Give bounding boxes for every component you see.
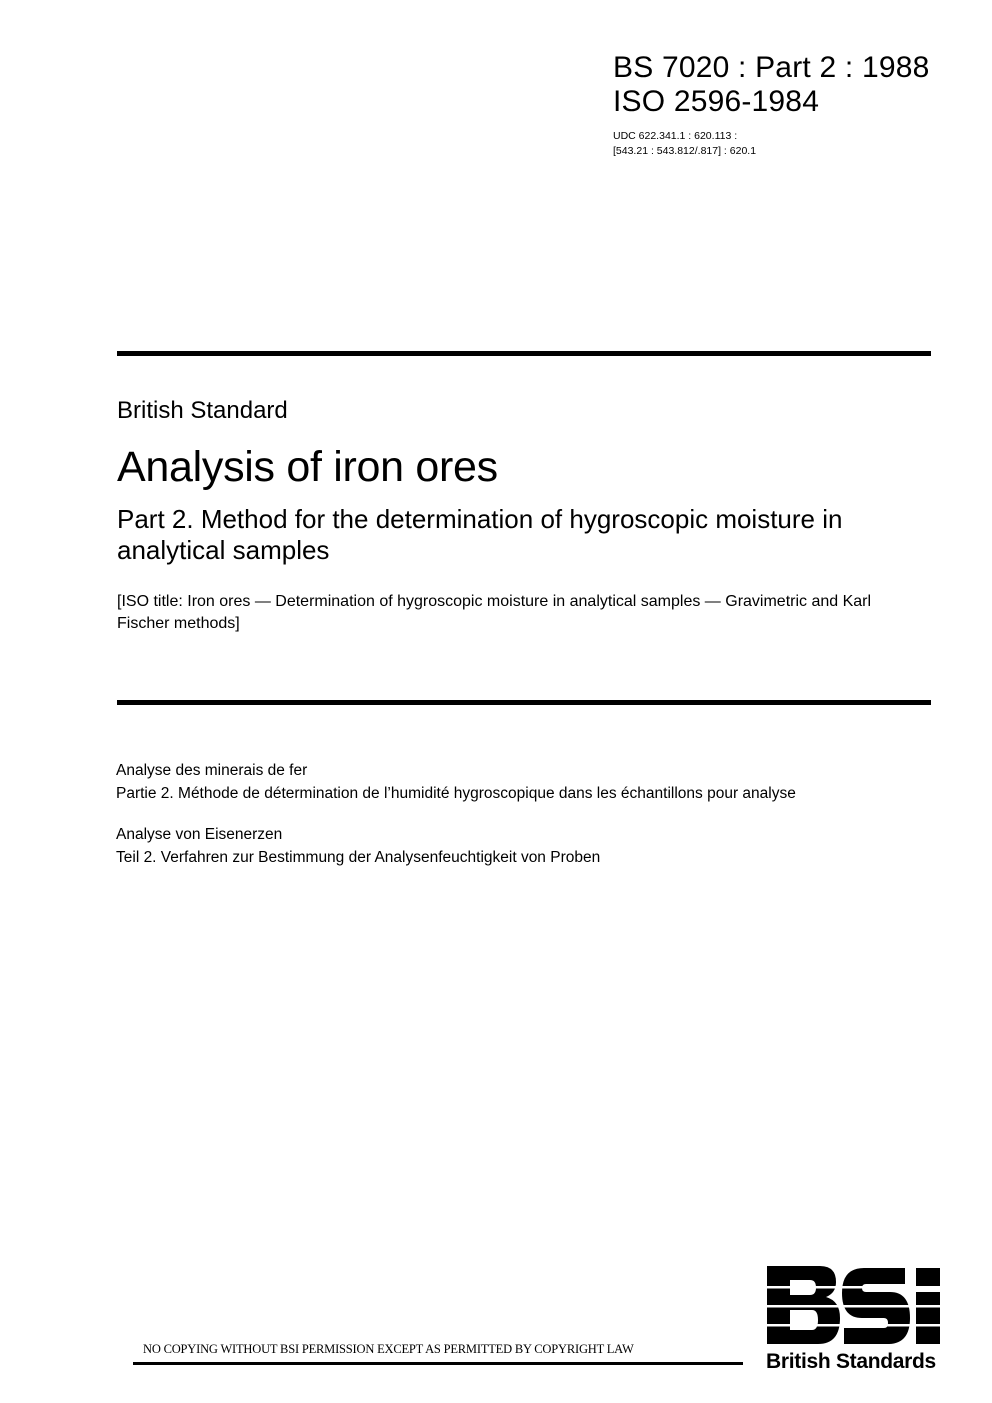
bsi-logo: [762, 1262, 952, 1372]
footer-rule: [133, 1362, 743, 1365]
part-title: Part 2. Method for the determination of hygroscopic moisture in analytical samples: [117, 504, 843, 565]
bsi-logo-mark-icon: [762, 1262, 952, 1352]
french-title: Analyse des minerais de fer: [116, 762, 308, 779]
logo-text: British Standards: [766, 1350, 936, 1373]
german-title: Analyse von Eisenerzen: [116, 826, 283, 843]
iso-title: [ISO title: Iron ores — Determination of hygroscopic moisture in analytical samples — Gravimetric and Karl Fischer methods]: [117, 593, 872, 632]
udc-code-line-1: UDC 622.341.1 : 620.113 :: [613, 130, 738, 142]
udc-code-line-2: [543.21 : 543.812/.817] : 620.1: [613, 145, 757, 157]
iso-number: ISO 2596-1984: [613, 85, 820, 118]
german-part-title: Teil 2. Verfahren zur Bestimmung der Analysenfeuchtigkeit von Proben: [116, 849, 601, 866]
bottom-divider: [117, 700, 931, 705]
standard-number: BS 7020 : Part 2 : 1988: [613, 51, 930, 84]
copyright-notice: NO COPYING WITHOUT BSI PERMISSION EXCEPT AS PERMITTED BY COPYRIGHT LAW: [143, 1342, 634, 1356]
series-label: British Standard: [117, 397, 288, 424]
document-title: Analysis of iron ores: [117, 443, 498, 491]
french-part-title: Partie 2. Méthode de détermination de l’humidité hygroscopique dans les échantillons pour analyse: [116, 785, 796, 802]
top-divider: [117, 351, 931, 356]
